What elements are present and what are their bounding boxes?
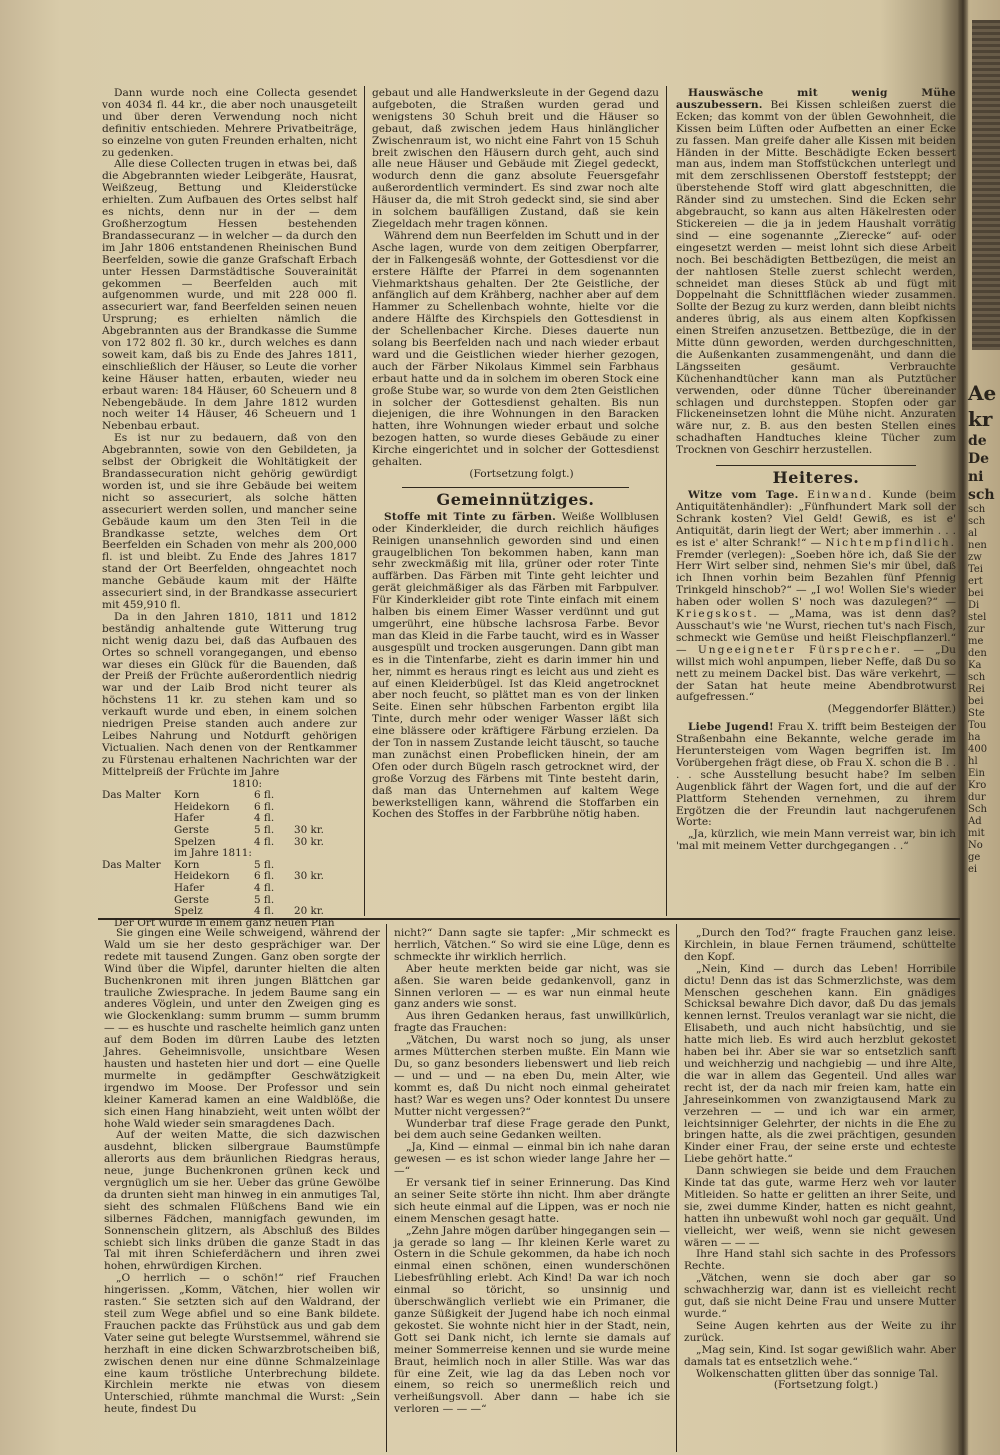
joke-text: — „Mama, was ist denn das? Ausschaut's wie 'ne Wurst, riechen tut's nach Fisch, schmeckt wie Gemüse und heißt Fleischpflanzerl.“ — [676, 608, 957, 656]
strip-fragment: ha [968, 732, 981, 743]
strip-fragment: Tou [968, 720, 987, 731]
paragraph: „Durch den Tod?“ fragte Frauchen ganz leise. Kirchlein, in blaue Fernen träumend, schüttelte den Kopf. [684, 927, 956, 963]
paragraph: nicht?“ Dann sagte sie tapfer: „Mir schmeckt es herrlich, Vätchen.“ So wird sie eine Lüge, denn es schmeckte ihr wirklich herrlich. [394, 927, 670, 963]
strip-fragment: dur [968, 792, 986, 803]
paragraph: Aus ihren Gedanken heraus, fast unwillkürlich, fragte das Frauchen: [394, 1010, 670, 1035]
column-household [676, 88, 956, 916]
column-rule-3 [386, 924, 387, 1452]
strip-fragment: de [968, 433, 987, 449]
column-story-3 [684, 928, 956, 1452]
price-row: Das Malter Korn 5 fl. [102, 858, 275, 871]
strip-fragment: Kro [968, 780, 987, 791]
price-table-1810 [102, 779, 357, 849]
paragraph: Auf der weiten Matte, die sich dazwischen ausdehnt, blicken silbergraue Baumstümpfe allerorts aus dem bräunlichen Riedgras heraus, neue, junge Buchenkronen grünen keck und vergnüglich um sie her. Ueber das grüne Gewölbe da drunten sieht man hinweg in ein anmutiges Tal, sieht des schmalen Flüßchens Band wie ein silbernes Fädchen, mannigfach gewunden, im Sonnenschein glitzern, als Abschluß des Bildes schiebt sich links drüben die ganze Stadt in das Tal mit ihren Schieferdächern und ihren zwei hohen, ehrwürdigen Kirchen. [104, 1129, 380, 1273]
strip-fragment: Ka [968, 660, 982, 671]
page-fold-shadow [958, 0, 968, 1455]
strip-fragment: sch [968, 487, 995, 503]
paragraph: Sie gingen eine Weile schweigend, während der Wald um sie her desto gesprächiger war. Der redete mit tausend Zungen. Ganz oben sorgte der Wind über die Wipfel, darunter hielten die alten Buchenkronen mit ihren jungen Blättchen gar trauliche Zwiesprache. In jedem Baume sang ein anderes Vöglein, und unter den Zweigen ging es wie Glockenklang: summ brumm — summ brumm — — es huschte und raschelte heimlich ganz unten auf dem Boden im dürren Laube des letzten Jahres. Geheimnisvolle, unsichtbare Wesen hausten und hasteten hier und dort — eine Quelle murmelte in gedämpfter Geschwätzigkeit irgendwo im Moose. Der Professor und sein kleiner Kamerad kamen an eine Waldblöße, die sich einen Hang hinabzieht, weit unten wölbt der hohe Wald wieder sein smaragdenes Dach. [104, 927, 380, 1130]
section-title-gemeinnuetziges: Gemeinnütziges. [436, 489, 595, 509]
paragraph: Aber heute merkten beide gar nicht, was sie aßen. Sie waren beide gedankenvoll, ganz in Sinnen verloren — — es war nun einmal heute ganz anders wie sonst. [394, 962, 670, 1011]
strip-fragment: ni [968, 469, 984, 485]
jokes-lead: Witze vom Tage. [688, 489, 799, 501]
price-row: Gerste 5 fl. [174, 893, 275, 906]
anecdote [676, 722, 956, 829]
anecdote-quote: „Ja, kürzlich, wie mein Mann verreist war, bin ich 'mal mit meinem Vetter durchgegangen . .“ [676, 828, 956, 853]
divider [716, 465, 916, 466]
column-story-1 [104, 928, 380, 1452]
paragraph: Dann schwiegen sie beide und dem Frauchen Kinde tat das gute, warme Herz weh vor lauter Mitleiden. So hatte er gelitten an ihrer Seite, und sie, zwei dumme Kinder, hatten es nicht geahnt, hatten ihn unbewußt wohl noch gar gequält. Und vielleicht, wer weiß, wenn sie nicht gewesen wären — — — [684, 1165, 956, 1249]
strip-fragment: Ein [968, 768, 985, 779]
paragraph: Während dem nun Beerfelden im Schutt und in der Asche lagen, wurde von dem zeitigen Oberpfarrer, der in Falkengesäß wohnte, der Gottesdienst vor die erstere Hälfte der Pfarrei in dem sogenannten Viehmarktshaus gehalten. Der 2te Geistliche, der anfänglich auf dem Krähberg, nachher aber auf dem Hammer zu Schellenbach wohnte, hielte vor die andere Hälfte des Kirchspiels den Gottesdienst in der Schellenbacher Kirche. Dieses dauerte nun solang bis Beerfelden nach und nach wieder erbaut ward und die Geistlichen wieder hierher gezogen, auch der Färber Nikolaus Kimmel sein Farbhaus erbaut hatte und da in solchem im oberen Stock eine große Stube war, so wurde von dem 2ten Geistlichen in solcher der Gottesdienst gehalten. Bis nun diejenigen, die ihre Wohnungen in den Baracken hatten, ihre Wohnungen wieder erbaut und solche bezogen hatten, so wurde dieses Gebäude zu einer Kirche eingerichtet und in solcher der Gottesdienst gehalten. [372, 229, 659, 469]
price-row: Hafer 4 fl. [174, 881, 275, 894]
paragraph: gebaut und alle Handwerksleute in der Gegend dazu aufgeboten, die Straßen wurden gerad und wenigstens 30 Schuh breit und die Häuser so gebaut, daß zwischen jedem Haus hinlänglicher Zwischenraum ist, wo nicht eine Fahrt von 15 Schuh breit zwischen den Häusern durch geht, auch sind alle neue Häuser und Gebäude mit Ziegel gedeckt, wodurch denn die ganz absolute Feuersgefahr außerordentlich vermindert. Es sind zwar noch alte Häuser da, die mit Stroh gedeckt sind, sie sind aber in solchem baufälligen Zustand, daß sie kein Ziegeldach mehr tragen können. [372, 87, 659, 230]
strip-fragment: ei [968, 864, 978, 875]
strip-fragment: bei [968, 588, 984, 599]
paragraph: Da in den Jahren 1810, 1811 und 1812 beständig anhaltende gute Witterung trug nicht wenig dazu bei, daß das Aufbauen des Ortes so schnell vorangegangen, und ebenso war dieses ein Glück für die Bauenden, daß der Preiß der Früchte außerordentlich niedrig war und der Laib Brod nicht teurer als höchstens 11 kr. zu stehen kam und so verkauft wurde und eben, in einem solchen niedrigen Preise standen auch andere zur Leibes Nahrung und Notdurft gehörigen Victualien. Nach denen von der Rentkammer zu Fürstenau erhaltenen Nachrichten war der Mittelpreiß der Früchte im Jahre [102, 610, 357, 778]
paragraph: „Nein, Kind — durch das Leben! Horribile dictu! Denn das ist das Schmerzlichste, was dem Menschen geschehen kann. Ein gnädiges Schicksal bewahre Dich davor, daß Du das jemals kennen lernst. Treulos veranlagt war sie nicht, die Elisabeth, und auch nicht habsüchtig, und sie hatte mich lieb. Es wird auch herzblut gekostet haben bei ihr. Aber sie war so entsetzlich sanft und weichherzig und nachgiebig — und ihre Alte, die war in allem das Gegenteil. Und alles war recht ist, der da nach mir freien kam, hatte ein Jahreseinkommen von zwanzigtausend Mark zu verzehren — — und ich war ein armer, leichtsinniger Gelehrter, der nichts in die Ehe zu bringen hatte, als die zwei prächtigen, gesunden Kinder einer Frau, der seine erste und echteste Liebe gehört hatte.“ [684, 962, 956, 1166]
price-row: Heidekorn 6 fl. 30 kr. [174, 870, 324, 883]
strip-fragment: sch [968, 672, 986, 683]
article-lead: Stoffe mit Tinte zu färben. [384, 510, 556, 523]
price-year: 1810: [232, 777, 262, 790]
joke-text: Fremder (verlegen): „Soeben höre ich, daß Sie der Herr Wirt selber sind, nehmen Sie's mir übel, daß ich Ihnen vorhin beim Bezahlen fünf Pfennig Trinkgeld hinschob?“ — „I wo! Wollen Sie's wieder haben oder wollen S' noch was dazulegen?“ — [676, 548, 956, 609]
strip-fragment: zw [968, 552, 982, 563]
divider [402, 487, 629, 488]
strip-fragment: sch [968, 504, 986, 515]
paragraph: „Vätchen, Du warst noch so jung, als unser armes Mütterchen sterben mußte. Ein Mann wie Du, so ganz besonders liebenswert und lieb reich — und — und — na eben Du, mein Alter, wie kommt es, daß Du nicht noch einmal geheiratet hast? War es wegen uns? Oder konntest Du unsere Mutter nicht vergessen?“ [394, 1034, 670, 1118]
paragraph: Wunderbar traf diese Frage gerade den Punkt, bei dem auch seine Gedanken weilten. [394, 1117, 670, 1142]
article [676, 88, 956, 457]
strip-fragment: hl [968, 756, 978, 767]
strip-fragment: Ad [968, 816, 982, 827]
price-row: Gerste 5 fl. 30 kr. [174, 823, 324, 836]
anecdote-lead: Liebe Jugend! [688, 721, 774, 734]
strip-fragment: Tei [968, 564, 984, 575]
price-row: Spelz 4 fl. 20 kr. [174, 905, 324, 918]
paragraph: „Zehn Jahre mögen darüber hingegangen sein — ja gerade so lang — Ihr kleinen Kerle waret zu Ostern in die Schule gekommen, da habe ich noch einmal einen schönen, einen wunderschönen Liebesfrühling erlebt. Ach Kind! Da war ich noch einmal so töricht, so unsinnig und überschwänglich verliebt wie ein Primaner, die ganze Süßigkeit der Jugend habe ich noch einmal gekostet. Sie wohnte nicht hier in der Stadt, nein, Gott sei Dank nicht, ich lernte sie damals auf meiner Sommerreise kennen und sie wurde meine Braut, heimlich noch in aller Stille. Was war das für eine Zeit, wie lag da das Leben noch vor einem, so reich so unermeßlich reich und verheißungsvoll. Aber dann — habe ich sie verloren — — —“ [394, 1224, 670, 1416]
price-table-1811 [102, 848, 357, 918]
paragraph: Seine Augen kehrten aus der Weite zu ihr zurück. [684, 1319, 956, 1344]
strip-fragment: Ae [968, 381, 997, 405]
strip-fragment: stel [968, 612, 987, 623]
continued-note: (Fortsetzung folgt.) [773, 1379, 879, 1392]
adjacent-page-strip [968, 380, 1000, 1450]
strip-fragment: me [968, 636, 984, 647]
strip-fragment: ert [968, 576, 983, 587]
jokes [676, 490, 956, 704]
paragraph: „Vätchen, wenn sie doch aber gar so schwachherzig war, dann ist es vielleicht recht gut, daß sie nicht Deine Frau und unsere Mutter wurde.“ [684, 1272, 956, 1320]
paragraph: Wolkenschatten glitten über das sonnige Tal. [696, 1367, 939, 1380]
strip-fragment: Rei [968, 684, 985, 695]
strip-fragment: Sch [968, 804, 987, 815]
joke-source: (Meggendorfer Blätter.) [827, 703, 956, 716]
right-page-dark-print [972, 20, 1000, 350]
column-story-2 [394, 928, 670, 1452]
price-row: Spelzen 4 fl. 30 kr. [174, 835, 324, 848]
article [372, 512, 659, 822]
continued-note: (Fortsetzung folgt.) [469, 468, 574, 480]
joke-title: Nichtempfindlich. [825, 536, 956, 549]
column-history [102, 87, 357, 929]
paragraph: Alle diese Collecten trugen in etwas bei, daß die Abgebrannten wieder Leibgeräte, Hausrat, Weißzeug, Bettung und Kleiderstücke erhielten. Zum Aufbauen des Ortes selbst half es nichts, denn nur in der — dem Großherzogtum Hessen bestehenden Brandassecuranz — in welcher — da durch den im Jahr 1806 entstandenen Rheinischen Bund Beerfelden, sowie die ganze Grafschaft Erbach unter Hessen Darmstädtische Souverainität gekommen — Beerfelden auch mit aufgenommen wurde, und mit 228 000 fl. assecuriert war, fand Beerfelden seinen neuen Ursprung; es erhielten nämlich die Abgebrannten aus der Brandkasse die Summe von 172 802 fl. 30 kr., durch welches es dann soweit kam, daß bis zu Ende des Jahres 1811, einschließlich der Häuser, so Leute die vorher keine Häuser hatten, erbauten, wieder neu erbaut waren: 184 Häuser, 60 Scheuern und 8 Nebengebäude. In dem Jahre 1812 wurden noch weiter 14 Häuser, 46 Scheuern und 1 Nebenbau erbaut. [102, 158, 357, 433]
paragraph: Es ist nur zu bedauern, daß von den Abgebrannten, sowie von den Gebildeten, ja selbst der Obrigkeit die Wohltätigkeit der Brandassecuration nicht gehörig gewürdigt worden ist, und sie ihre Gebäude bei weitem nicht so assecuriert, als solche hätten assecuriert werden sollen, und mancher seine Gebäude kaum um den 3ten Teil in die Brandkasse setzte, welches dem Ort Beerfelden ein Schaden von mehr als 200,000 fl. ist und bleibt. Zu Ende des Jahres 1817 stand der Ort Beerfelden, ohngeachtet noch manche Gebäude kaum mit der Hälfte assecuriert sind, in der Brandkasse assecuriert mit 459,910 fl. [102, 432, 357, 611]
paragraph: Ihre Hand stahl sich sachte in des Professors Rechte. [684, 1248, 956, 1273]
strip-fragment: zur [968, 624, 985, 635]
column-rule-1 [364, 86, 365, 916]
strip-fragment: den [968, 648, 987, 659]
strip-fragment: al [968, 528, 978, 539]
paragraph: „Ja, Kind — einmal — einmal bin ich nahe daran gewesen — es ist schon wieder lange Jahre her — —“ [394, 1141, 670, 1178]
strip-fragment: kr [968, 407, 993, 431]
paragraph: „O herrlich — o schön!“ rief Frauchen hingerissen. „Komm, Vätchen, hier wollen wir rasten.“ Sie setzten sich auf den Waldrand, der steil zum Wege abfiel und so eine Bank bildete. Frauchen packte das Frühstück aus und gab dem Vater seine gut belegte Wurstsemmel, während sie herzhaft in eine dicken Schwarzbrotscheiben biß, zwischen denen nur eine dünne Schmalzeinlage eine kaum tröstliche Unterbrechung bildete. Kirchlein merkte nie etwas von diesem Unterschied, rühmte manchmal die Wurst: „Sein heute, findest Du [104, 1272, 380, 1416]
strip-fragment: No [968, 840, 983, 851]
paragraph: Dann wurde noch eine Collecta gesendet von 4034 fl. 44 kr., die aber noch unausgeteilt und über deren Verwendung noch nicht definitiv entschieden. Mehrere Privatbeiträge, so einzelne von guten Freunden erhalten, nicht zu gedenken. [102, 87, 357, 159]
column-rule-4 [676, 924, 677, 1452]
strip-fragment: Di [968, 600, 980, 611]
price-row: Das Malter Korn 6 fl. [102, 789, 275, 802]
strip-fragment: 400 [968, 744, 988, 755]
anecdote-body: Frau X. trifft beim Besteigen der Straßenbahn eine Bekannte, welche gerade im Heruntersteigen vom Wagen begriffen ist. Im Vorübergehen frägt diese, ob Frau X. schon die B . . . . sche Ausstellung besucht habe? Im selben Augenblick fährt der Wagen fort, und die auf der Plattform Stehenden vernehmen, zu ihrem Ergötzen die der Freundin laut nachgerufenen Worte: [676, 721, 956, 829]
price-row: Heidekorn 6 fl. [174, 800, 275, 813]
article-lead: Hauswäsche mit wenig Mühe auszubessern. [676, 87, 956, 111]
article-body: Weiße Wollblusen oder Kinderkleider, die durch reichlich häufiges Reinigen unansehnlich geworden sind und einen graugelblichen Ton bekommen haben, kann man sehr zweckmäßig mit lila, grüner oder roter Tinte auffärben. Das Färben mit Tinte geht leichter und gerät gleichmäßiger als das Färben mit Farbpulver. Für Kinderkleider gibt rote Tinte einfach mit einem halben bis einem Eimer Wasser verdünnt und gut umgerührt, eine hübsche lachsrosa Farbe. Bevor man das Kleid in die Farbe taucht, wird es in Wasser ausgespült und trocken ausgerungen. Dann gibt man es in die Tintenfarbe, zieht es darin immer hin und her, nimmt es heraus ringt es leicht aus und zieht es auf einen Kleiderbügel. Ist das Kleid angetrocknet aber noch feucht, so plättet man es von der linken Seite. Einen sehr hübschen Farbenton ergibt lila Tinte, durch mehr oder weniger Wasser läßt sich eine blässere oder kräftigere Färbung erzielen. Da der Ton in nassem Zustande leicht täuscht, so tauche man zunächst einen Probeflicken hinein, der am Ofen oder durch Bügeln rasch getrocknet wird, der große Vorzug des Färbens mit Tinte besteht darin, daß man das Unternehmen auf kaltem Wege bewerkstelligen kann, während die Stoffarben ein Kochen des Stoffes in der Farbbrühe nötig haben. [372, 510, 659, 821]
paragraph: Er versank tief in seiner Erinnerung. Das Kind an seiner Seite störte ihn nicht. Ihm aber drängte sich heute einmal auf die Lippen, was er noch nie einem Menschen gesagt hatte. [394, 1177, 670, 1225]
paragraph: Der Ort wurde in einem ganz neuen Plan [114, 916, 335, 929]
joke-text: — „Du willst mich wohl anpumpen, lieber Neffe, daß Du so nett zu meinem Dackel bist. Das wäre verkehrt, — der Satan hat heute meine Abendbrotwurst aufgefressen.“ [676, 643, 956, 704]
joke-title: Ungeeigneter Fürsprecher. [697, 643, 903, 656]
column-rule-2 [666, 86, 667, 916]
paragraph: „Mag sein, Kind. Ist sogar gewißlich wahr. Aber damals tat es entsetzlich wehe.“ [684, 1343, 956, 1368]
article-body: Bei Kissen schleißen zuerst die Ecken; das kommt von der üblen Gewohnheit, die Kissen beim Lüften oder Aufbetten an einer Ecke zu fassen. Man greife daher alle Kissen mit beiden Händen in der Mitte. Beschädigte Ecken bessert man aus, indem man Stoffstückchen unterlegt und mit dem zerschlissenen Oberstoff feststeppt; der überstehende Stoff wird glatt abgeschnitten, die Ränder sind zu umstechen. Sind die Ecken sehr abgebraucht, so kann aus alten Häkelresten oder Stickereien — die ja in jedem Haushalt vorrätig sind — eine sogenannte „Zierecke“ auf- oder eingesetzt werden — meist lohnt sich diese Arbeit noch. Bei beschädigten Bettbezügen, die meist an der nahtlosen Stelle zuerst schlecht werden, schneidet man dieses Stück ab und fügt mit Doppelnaht die Schnittflächen wieder zusammen. Sollte der Bezug zu kurz werden, dann bleibt nichts anderes übrig, als aus einem alten Kopfkissen einen Streifen anzusetzen. Bettbezüge, die in der Mitte dünn geworden, werden durchgeschnitten, die Außenkanten zusammengenäht, und dann die Längsseiten gesäumt. Verbrauchte Küchenhandtücher kann man als Putztücher verwenden, oder dünne Tücher übereinander schlagen und durchsteppen. Stopfen oder gar Flickeneinsetzen lohnt die Mühe nicht. Anzuraten wäre nur, z. B. aus den besten Stellen eines schadhaften Handtuches kleine Tücher zum Trocknen von Geschirr herzustellen. [676, 98, 956, 457]
section-title-heiteres: Heiteres. [772, 468, 860, 488]
joke-title: Einwand. [807, 489, 874, 501]
strip-fragment: nen [968, 540, 987, 551]
strip-fragment: bei [968, 696, 984, 707]
strip-fragment: De [968, 451, 990, 467]
strip-fragment: ge [968, 852, 981, 863]
strip-fragment: mit [968, 828, 985, 839]
joke-text: Kunde (beim Antiquitätenhändler): „Fünfhundert Mark soll der Schrank kosten? Viel Geld! Gewiß, es ist e' Antiquität, darin liegt der Wert; aber immerhin . . . es ist e' alter Schrank!“ — [676, 489, 956, 549]
strip-fragment: Ste [968, 708, 985, 719]
joke-title: Kriegskost. [676, 608, 759, 621]
price-row: Hafer 4 fl. [174, 812, 275, 825]
price-year: im Jahre 1811: [174, 847, 252, 860]
strip-fragment: sch [968, 516, 986, 527]
column-history-continued [372, 88, 659, 916]
